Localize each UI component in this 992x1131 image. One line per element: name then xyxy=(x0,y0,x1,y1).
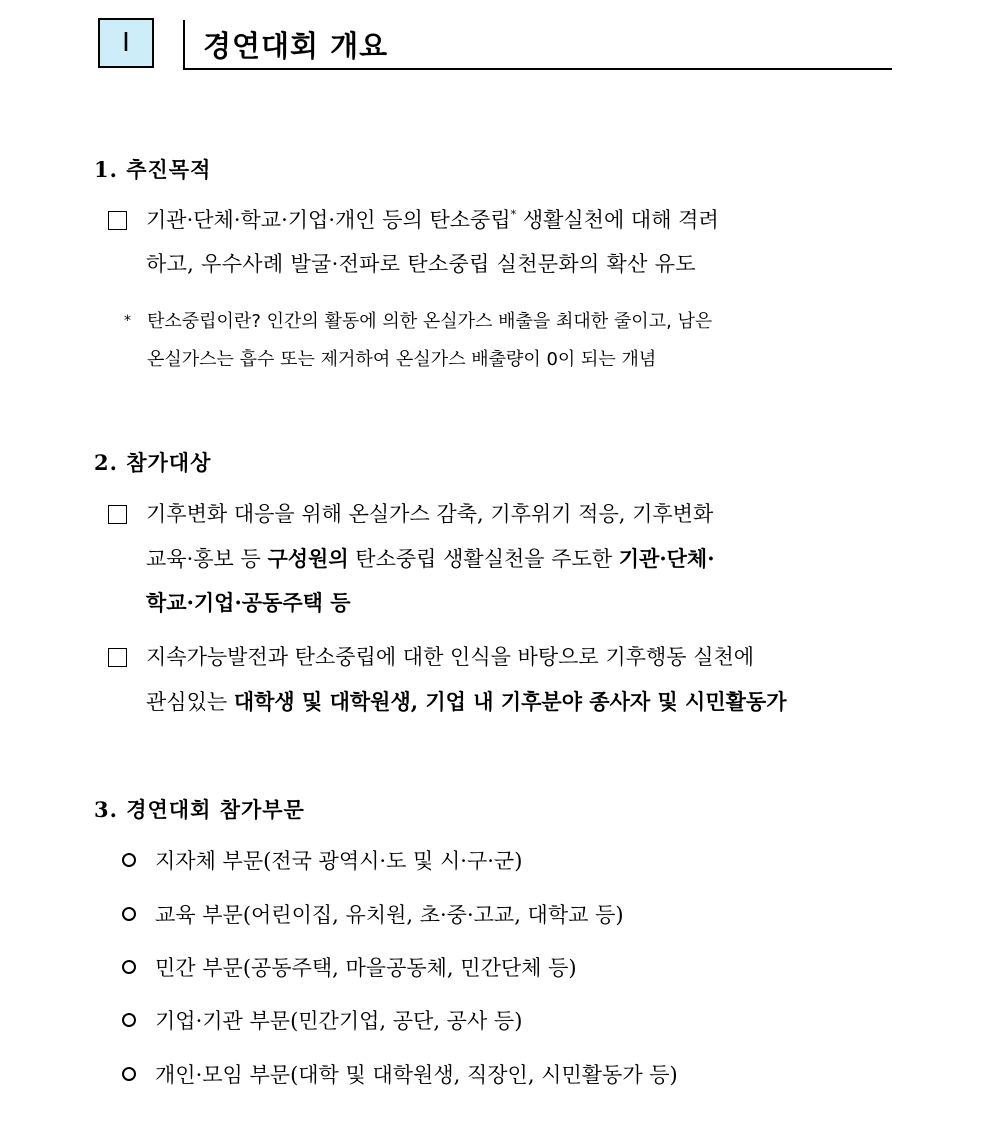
header-underline xyxy=(183,68,892,70)
s2-bullet1-line-3: 학교·기업·공동주택 등 xyxy=(146,590,351,615)
section-1-title: 1. 추진목적 xyxy=(94,157,212,182)
section-3-title: 3. 경연대회 참가부문 xyxy=(94,797,305,822)
s2-text-a: 교육·홍보 등 xyxy=(146,547,268,571)
page-title: 경연대회 개요 xyxy=(203,29,389,63)
note-line-1: 탄소중립이란? 인간의 활동에 의한 온실가스 배출을 최대한 줄이고, 남은 xyxy=(147,311,713,332)
s1-text-b: 생활실천에 대해 격려 xyxy=(516,208,719,232)
circle-bullet-icon xyxy=(122,907,136,921)
s2-text-d: 관심있는 xyxy=(146,690,234,714)
circle-bullet-icon xyxy=(122,1013,136,1027)
category-item: 기업·기관 부문(민간기업, 공단, 공사 등) xyxy=(155,1009,523,1033)
category-item: 개인·모임 부문(대학 및 대학원생, 직장인, 시민활동가 등) xyxy=(155,1063,678,1087)
category-item: 지자체 부문(전국 광역시·도 및 시·구·군) xyxy=(155,849,523,873)
s1-bullet-line-1 xyxy=(146,204,719,234)
note-line-2: 온실가스는 흡수 또는 제거하여 온실가스 배출량이 0이 되는 개념 xyxy=(147,349,657,370)
note-asterisk: * xyxy=(124,313,131,329)
circle-bullet-icon xyxy=(122,853,136,867)
s2-bullet1-line-1: 기후변화 대응을 위해 온실가스 감축, 기후위기 적응, 기후변화 xyxy=(146,502,714,526)
s2-text-bold-3: 대학생 및 대학원생, 기업 내 기후분야 종사자 및 시민활동가 xyxy=(233,689,787,714)
s2-text-c: 탄소중립 생활실천을 주도한 xyxy=(348,547,619,571)
section-header xyxy=(98,18,892,72)
circle-bullet-icon xyxy=(122,960,136,974)
s1-text-a: 기관·단체·학교·기업·개인 등의 탄소중립 xyxy=(146,208,511,232)
s2-bullet1-line-2 xyxy=(146,543,715,573)
checkbox-bullet-icon xyxy=(108,211,127,230)
category-item: 민간 부문(공동주택, 마을공동체, 민간단체 등) xyxy=(155,956,577,980)
category-item: 교육 부문(어린이집, 유치원, 초·중·고교, 대학교 등) xyxy=(155,903,624,927)
header-divider xyxy=(183,20,185,70)
section-2-title: 2. 참가대상 xyxy=(94,450,212,475)
footnote-mark: * xyxy=(510,208,517,221)
s1-bullet-line-2: 하고, 우수사례 발굴·전파로 탄소중립 실천문화의 확산 유도 xyxy=(146,252,696,276)
s2-text-bold-1: 구성원의 xyxy=(267,546,349,571)
s2-bullet2-line-1: 지속가능발전과 탄소중립에 대한 인식을 바탕으로 기후행동 실천에 xyxy=(146,645,755,669)
checkbox-bullet-icon xyxy=(108,648,127,667)
s2-text-bold-2: 기관·단체· xyxy=(618,546,715,571)
circle-bullet-icon xyxy=(122,1067,136,1081)
checkbox-bullet-icon xyxy=(108,505,127,524)
s2-bullet2-line-2 xyxy=(146,686,787,716)
section-number-box: Ⅰ xyxy=(98,18,154,68)
